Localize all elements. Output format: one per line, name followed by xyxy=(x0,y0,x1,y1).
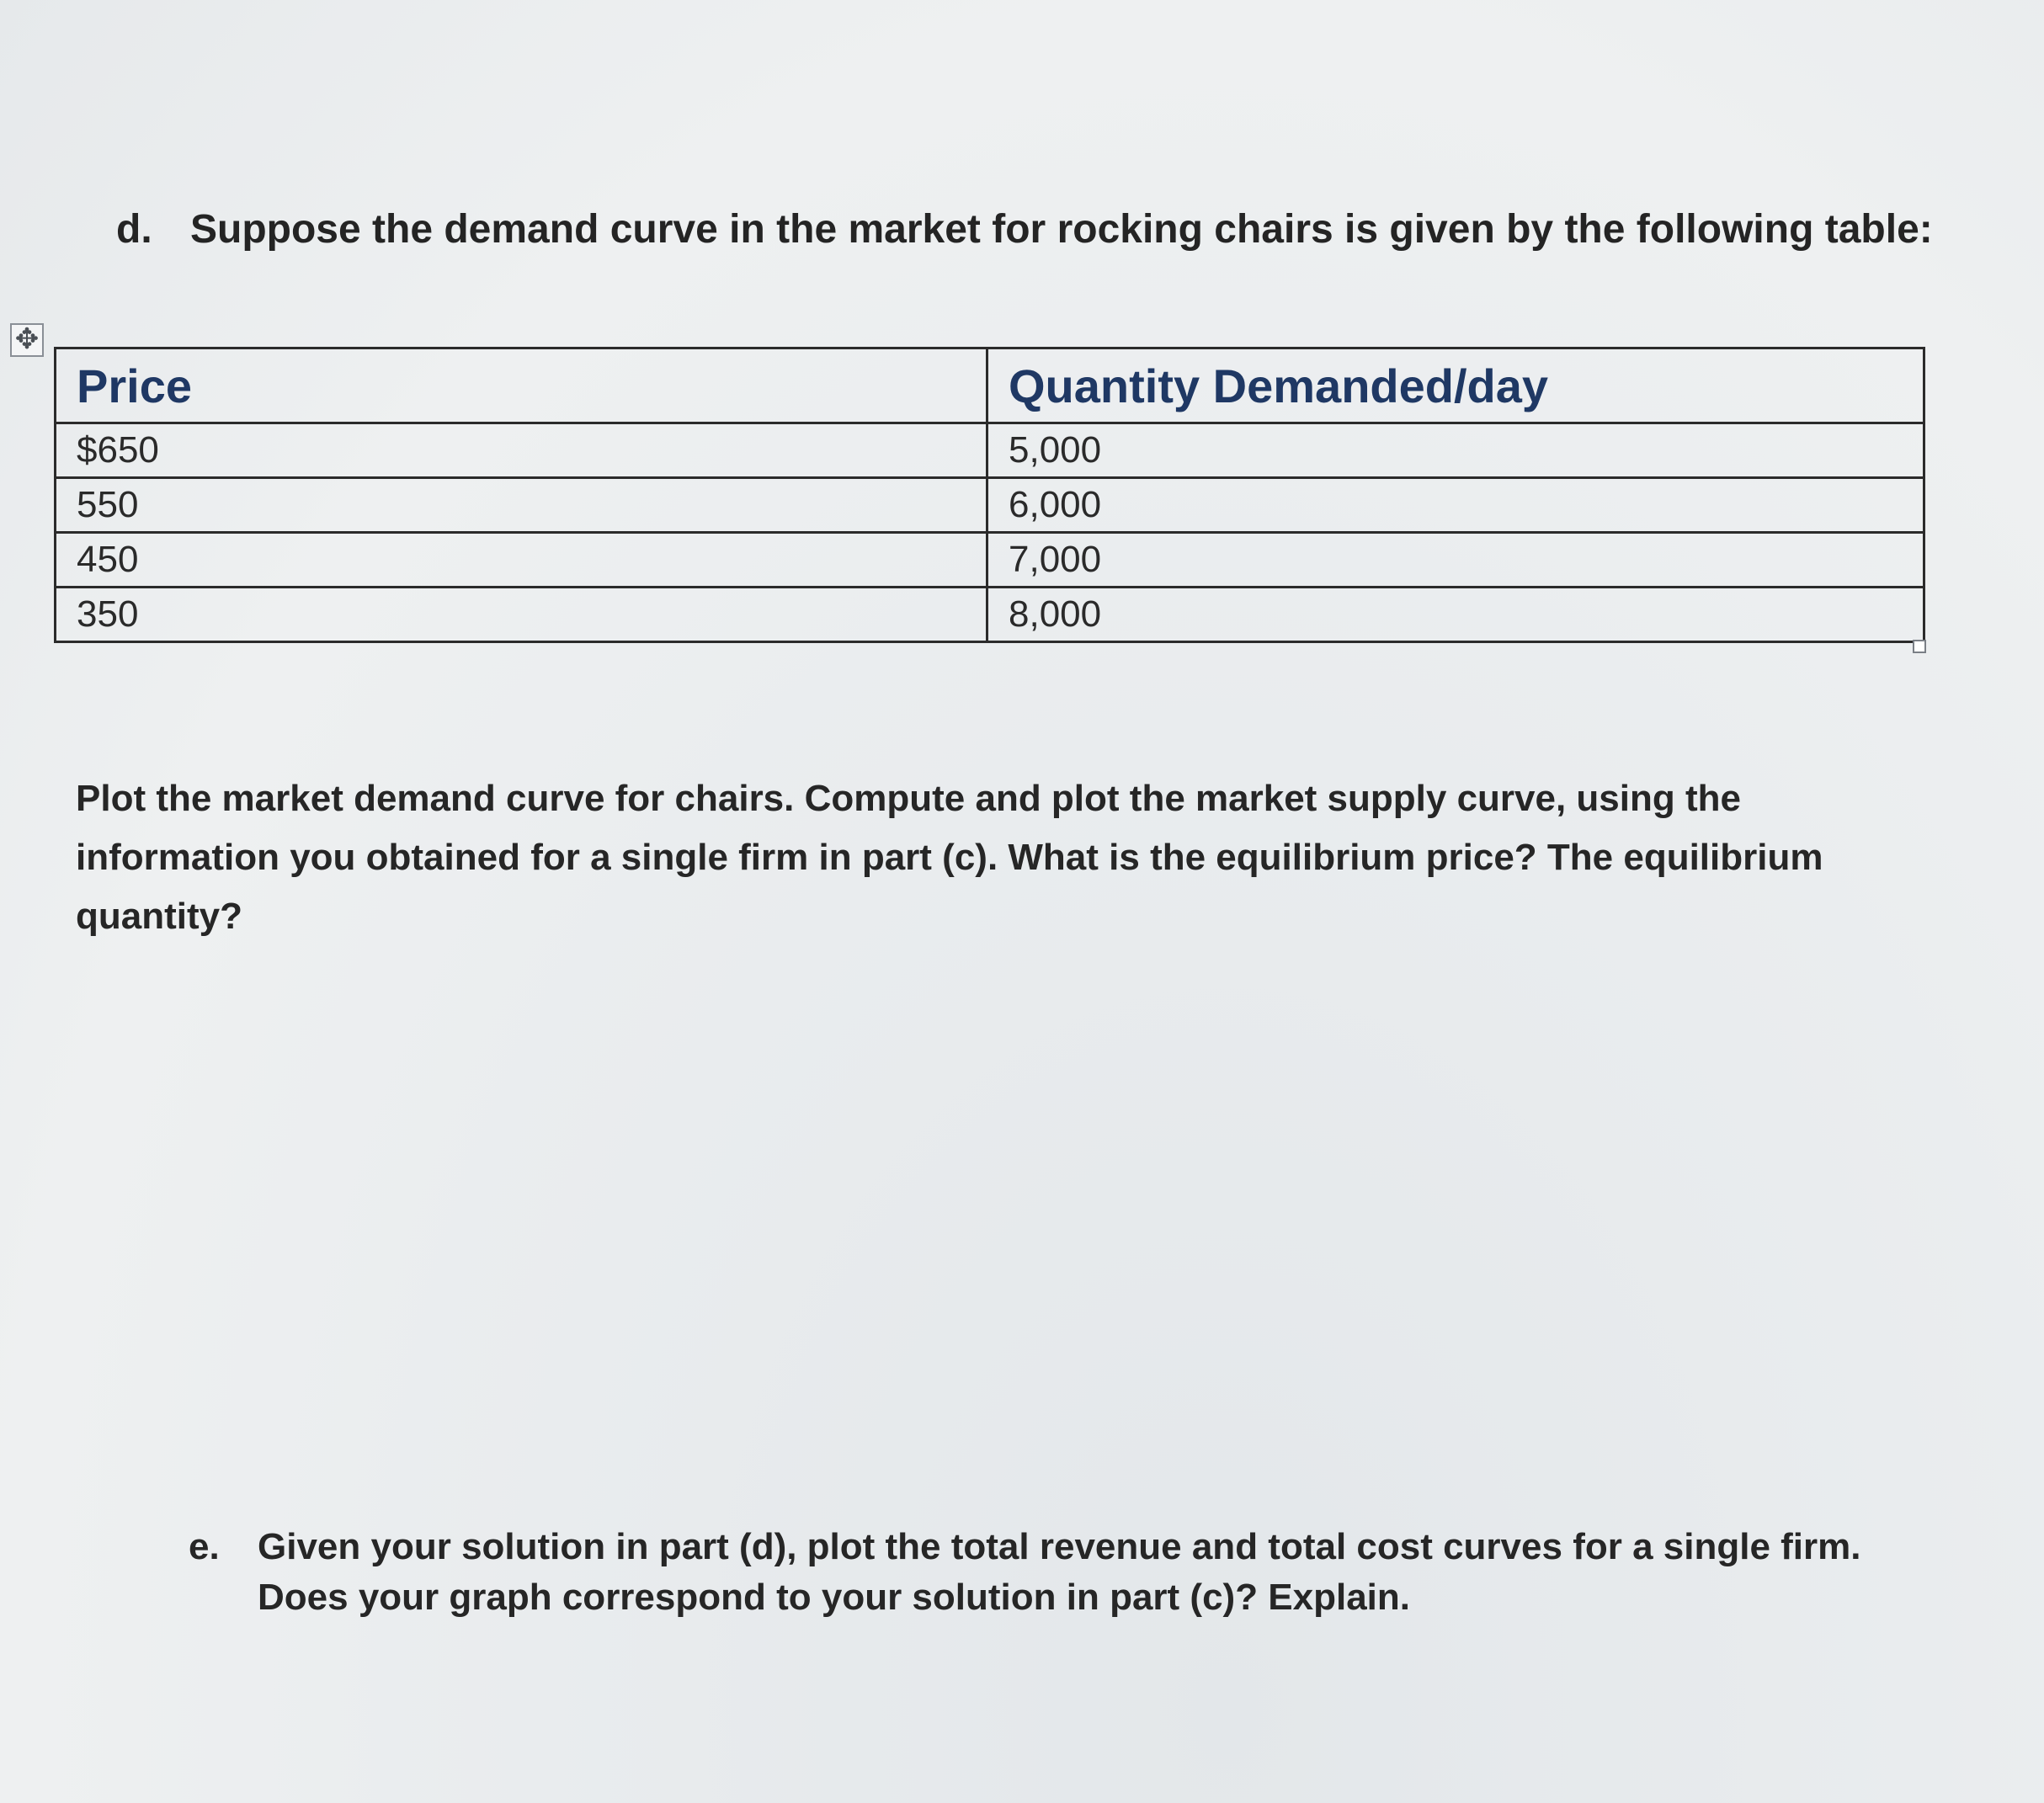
cell-price[interactable]: 450 xyxy=(56,533,987,588)
cell-quantity[interactable]: 8,000 xyxy=(987,588,1924,642)
cell-price[interactable]: 550 xyxy=(56,478,987,533)
question-d-text: Suppose the demand curve in the market for rocking chairs is given by the following table: xyxy=(190,207,1933,252)
question-d-letter: d. xyxy=(116,207,152,252)
table-move-icon[interactable]: ✥ xyxy=(10,323,44,357)
table-header-row xyxy=(56,348,1924,423)
table-row xyxy=(56,533,1924,588)
cell-quantity[interactable]: 6,000 xyxy=(987,478,1924,533)
demand-table xyxy=(54,347,1925,643)
header-quantity[interactable]: Quantity Demanded/day xyxy=(987,348,1924,423)
question-e-text: Given your solution in part (d), plot the total revenue and total cost curves for a single firm. Does your graph correspond to your solution in part (c)? Explain. xyxy=(258,1526,1861,1618)
table-resize-handle[interactable] xyxy=(1913,640,1926,653)
table-row xyxy=(56,423,1924,478)
cell-quantity[interactable]: 7,000 xyxy=(987,533,1924,588)
question-e xyxy=(189,1522,1906,1623)
header-price[interactable]: Price xyxy=(56,348,987,423)
table-row xyxy=(56,588,1924,642)
paragraph-d: Plot the market demand curve for chairs. Compute and plot the market supply curve, using the information you obtained for a single firm in part (c). What is the equilibrium price? The equilibrium quantity? xyxy=(76,778,1823,937)
question-d xyxy=(116,206,1933,253)
table-row xyxy=(56,478,1924,533)
cell-price[interactable]: 350 xyxy=(56,588,987,642)
question-e-letter: e. xyxy=(189,1526,220,1567)
cell-quantity[interactable]: 5,000 xyxy=(987,423,1924,478)
cell-price[interactable]: $650 xyxy=(56,423,987,478)
